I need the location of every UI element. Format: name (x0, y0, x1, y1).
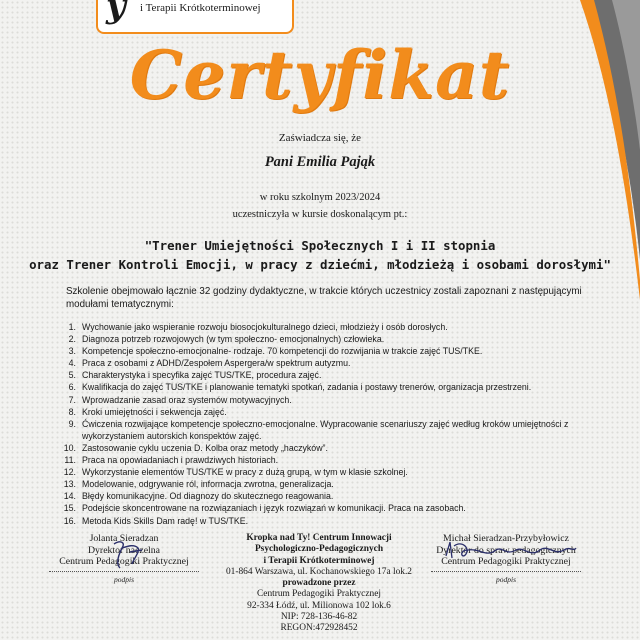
handwritten-signature (108, 538, 148, 572)
signature-line (431, 571, 581, 572)
list-item: 5. Charakterystyka i specyfika zajęć TUS/TKE, procedura zajęć. (68, 370, 322, 381)
list-item: 13. Modelowanie, odgrywanie ról, informacja zwrotna, generalizacja. (63, 479, 334, 490)
organization-details (214, 533, 424, 635)
school-year: w roku szkolnym 2023/2024 (259, 192, 381, 203)
course-title-line-1: "Trener Umiejętności Społecznych I i II stopnia (144, 238, 496, 253)
organization-address: 92-334 Łódź, ul. Milionowa 102 lok.6 (247, 600, 391, 611)
signer-role: Dyrektor naczelna (87, 544, 161, 556)
list-item: 7. Wprowadzanie zasad oraz systemów motywacyjnych. (68, 394, 292, 405)
signer-role: Dyrektor do spraw pedagogicznych (436, 544, 576, 556)
signer-organization: Centrum Pedagogiki Praktycznej (59, 556, 189, 567)
list-item: 3. Kompetencje społeczno-emocjonalne- rodzaje. 70 kompetencji do rozwijania w trakcie zajęć TUS/TKE. (68, 346, 483, 357)
list-item: 4. Praca z osobami z ADHD/Zespołem Aspergera/w spektrum autyzmu. (68, 358, 351, 369)
organization-address: 01-864 Warszawa, ul. Kochanowskiego 17a lok.2 (225, 566, 412, 577)
list-item: 1. Wychowanie jako wspieranie rozwoju biosocjokulturalnego dzieci, młodzieży i osób dorosłych. (68, 322, 448, 332)
recipient-name: Pani Emilia Pająk (264, 154, 376, 170)
module-list (56, 321, 596, 527)
attest-text: Zaświadcza się, że (278, 132, 362, 144)
organization-name: Kropka nad Ty! Centrum Innowacji (246, 533, 392, 543)
list-item: 10. Zastosowanie cyklu uczenia D. Kolba oraz metody „haczyków”. (63, 442, 328, 453)
signer-name: Jolanta Sieradzan (89, 533, 159, 544)
list-item: 2. Diagnoza potrzeb rozwojowych (w tym społeczno- emocjonalnych) człowieka. (68, 334, 385, 345)
signature-caption: podpis (113, 574, 134, 584)
list-item: 12. Wykorzystanie elementów TUS/TKE w pracy z dużą grupą, w tym w klasie szkolnej. (63, 467, 408, 478)
list-item: 9. Ćwiczenia rozwijające kompetencje społeczno-emocjonalne. Wypracowanie scenariuszy zajęć według kroków umiejętności z wykorzystaniem autorskich konspektów zajęć. (68, 418, 569, 441)
nip-number: NIP: 728-136-46-82 (280, 612, 358, 623)
organization-name: i Terapii Krótkoterminowej (263, 555, 375, 566)
organization-name: Psychologiczno-Pedagogicznych (254, 544, 384, 555)
list-item: 6. Kwalifikacja do zajęć TUS/TKE i planowanie tematyki spotkań, zadania i postawy trenerów, organizacja przestrzeni. (68, 382, 532, 393)
list-item: 15. Podejście skoncentrowane na rozwiązaniach i język rozwiązań w komunikacji. Praca na zasobach. (63, 503, 466, 514)
logo (96, 0, 294, 34)
list-item: 8. Kroki umiejętności i sekwencja zajęć. (68, 406, 227, 417)
handwritten-signature (440, 536, 580, 566)
conducted-by: prowadzone przez (282, 578, 356, 589)
course-intro: Szkolenie obejmowało łącznie 32 godziny dydaktyczne, w trakcie których uczestnicy zostali zapoznani z następującymi modułami tematycznymi: (66, 286, 582, 310)
participation-text: uczestniczyła w kursie doskonalącym pt.: (232, 209, 408, 220)
list-item: 16. Metoda Kids Skills Dam radę! w TUS/TKE. (63, 515, 249, 526)
list-item: 11. Praca na opowiadaniach i prawdziwych historiach. (64, 455, 279, 466)
course-title-line-2: oraz Trener Kontroli Emocji, w pracy z dziećmi, młodzieżą i osobami dorosłymi" (29, 257, 611, 272)
logo-text: i Terapii Krótkoterminowej (140, 2, 261, 14)
signer-name: Michał Sieradzan-Przybyłowicz (443, 533, 569, 544)
organization-name: Centrum Pedagogiki Praktycznej (257, 589, 381, 600)
list-item: 14. Błędy komunikacyjne. Od diagnozy do skutecznego reagowania. (63, 491, 334, 502)
logo-mark: y (106, 0, 126, 26)
certificate-title: Certyfikat (129, 36, 511, 114)
regon-number: REGON:472928452 (280, 623, 358, 634)
signer-organization: Centrum Pedagogiki Praktycznej (441, 556, 571, 567)
signature-caption: podpis (495, 574, 516, 584)
